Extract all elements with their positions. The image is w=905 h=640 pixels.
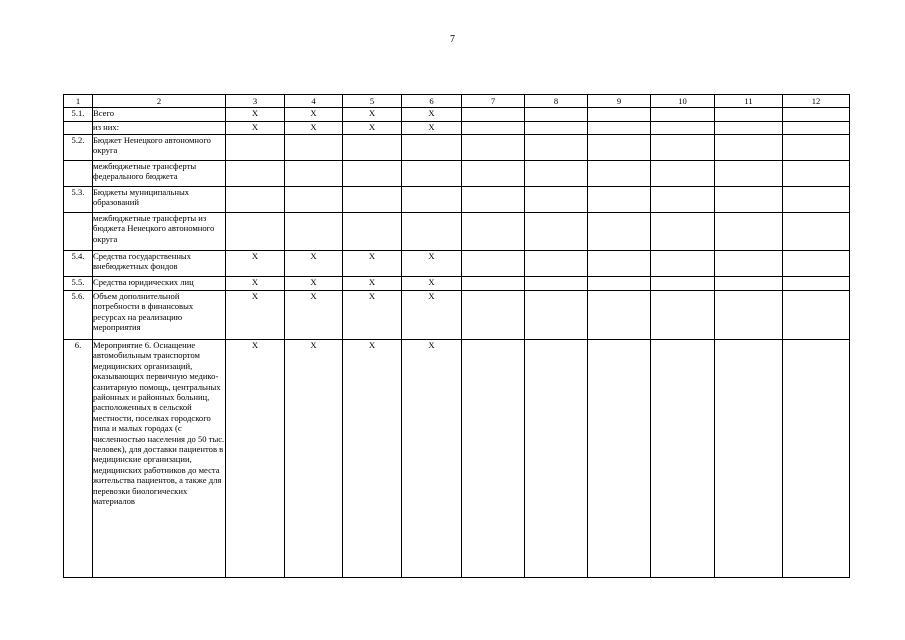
row-number: 6. — [64, 340, 93, 578]
cell-mark: X — [226, 251, 285, 277]
cell-empty — [525, 340, 588, 578]
cell-empty — [525, 135, 588, 161]
cell-empty — [783, 277, 850, 291]
cell-empty — [715, 161, 783, 187]
cell-mark — [226, 213, 285, 251]
row-number: 5.2. — [64, 135, 93, 161]
cell-empty — [715, 251, 783, 277]
cell-mark — [402, 187, 462, 213]
cell-mark: X — [402, 340, 462, 578]
cell-empty — [588, 108, 651, 122]
cell-mark — [226, 135, 285, 161]
cell-mark: X — [226, 277, 285, 291]
cell-mark — [343, 161, 402, 187]
row-number: 5.3. — [64, 187, 93, 213]
table-row — [64, 213, 850, 251]
column-header: 8 — [525, 95, 588, 108]
cell-empty — [462, 277, 525, 291]
cell-empty — [462, 187, 525, 213]
cell-mark: X — [226, 108, 285, 122]
table-row — [64, 122, 850, 135]
cell-empty — [651, 277, 715, 291]
row-number: 5.1. — [64, 108, 93, 122]
cell-empty — [651, 108, 715, 122]
cell-mark: X — [285, 122, 343, 135]
cell-mark — [402, 135, 462, 161]
cell-mark — [226, 161, 285, 187]
cell-mark: X — [226, 291, 285, 340]
column-header: 12 — [783, 95, 850, 108]
cell-empty — [783, 213, 850, 251]
row-name: Бюджеты муниципальных образований — [93, 187, 226, 213]
cell-empty — [783, 291, 850, 340]
cell-mark — [285, 187, 343, 213]
cell-empty — [651, 135, 715, 161]
cell-empty — [588, 291, 651, 340]
row-number — [64, 213, 93, 251]
cell-empty — [462, 135, 525, 161]
cell-empty — [588, 122, 651, 135]
cell-empty — [715, 291, 783, 340]
row-number — [64, 161, 93, 187]
cell-empty — [715, 187, 783, 213]
table-row — [64, 251, 850, 277]
cell-empty — [525, 108, 588, 122]
cell-mark — [226, 187, 285, 213]
cell-empty — [783, 251, 850, 277]
column-header: 4 — [285, 95, 343, 108]
table-row — [64, 291, 850, 340]
table-row — [64, 340, 850, 578]
cell-mark — [343, 135, 402, 161]
cell-mark: X — [343, 108, 402, 122]
cell-empty — [462, 161, 525, 187]
row-name: Объем дополнительной потребности в финансовых ресурсах на реализацию мероприятия — [93, 291, 226, 340]
cell-mark — [343, 213, 402, 251]
cell-empty — [525, 161, 588, 187]
column-header: 10 — [651, 95, 715, 108]
cell-mark — [402, 161, 462, 187]
cell-empty — [588, 161, 651, 187]
cell-mark: X — [343, 277, 402, 291]
cell-mark — [285, 161, 343, 187]
cell-empty — [783, 340, 850, 578]
cell-mark: X — [343, 291, 402, 340]
table-row — [64, 108, 850, 122]
cell-mark: X — [402, 108, 462, 122]
cell-empty — [651, 340, 715, 578]
cell-empty — [783, 122, 850, 135]
cell-empty — [525, 122, 588, 135]
cell-empty — [651, 161, 715, 187]
cell-empty — [783, 161, 850, 187]
cell-empty — [715, 277, 783, 291]
cell-mark: X — [285, 251, 343, 277]
table-row — [64, 187, 850, 213]
cell-mark: X — [402, 122, 462, 135]
cell-mark: X — [285, 340, 343, 578]
cell-mark: X — [285, 277, 343, 291]
cell-empty — [588, 135, 651, 161]
cell-empty — [715, 108, 783, 122]
cell-empty — [588, 187, 651, 213]
row-name: межбюджетные трансферты из бюджета Ненецкого автономного округа — [93, 213, 226, 251]
cell-empty — [783, 135, 850, 161]
cell-mark: X — [343, 122, 402, 135]
row-name: Мероприятие 6. Оснащение автомобильным транспортом медицинских организаций, оказывающих первичную медико-санитарную помощь, центральных районных и районных больниц, расположенных в сельской местности, поселках городского типа и малых городах (с численностью населения до 50 тыс. человек), для доставки пациентов в медицинские организации, медицинских работников до места жительства пациентов, а также для перевозки биологических материалов — [93, 340, 226, 578]
cell-mark: X — [402, 277, 462, 291]
cell-empty — [783, 108, 850, 122]
column-header: 6 — [402, 95, 462, 108]
row-number — [64, 122, 93, 135]
page-number: 7 — [450, 34, 455, 45]
cell-mark: X — [402, 291, 462, 340]
row-name: межбюджетные трансферты федерального бюджета — [93, 161, 226, 187]
cell-mark: X — [226, 122, 285, 135]
cell-empty — [462, 291, 525, 340]
cell-empty — [715, 122, 783, 135]
column-header: 7 — [462, 95, 525, 108]
column-header: 3 — [226, 95, 285, 108]
cell-empty — [525, 291, 588, 340]
cell-empty — [525, 187, 588, 213]
column-header: 1 — [64, 95, 93, 108]
cell-empty — [651, 251, 715, 277]
cell-empty — [588, 213, 651, 251]
cell-empty — [588, 340, 651, 578]
row-name: Средства юридических лиц — [93, 277, 226, 291]
cell-empty — [462, 108, 525, 122]
cell-empty — [588, 277, 651, 291]
cell-empty — [783, 187, 850, 213]
cell-empty — [588, 251, 651, 277]
cell-mark: X — [285, 108, 343, 122]
table-row — [64, 161, 850, 187]
cell-empty — [525, 251, 588, 277]
cell-mark — [343, 187, 402, 213]
cell-empty — [715, 135, 783, 161]
row-name: из них: — [93, 122, 226, 135]
cell-empty — [651, 291, 715, 340]
cell-empty — [651, 187, 715, 213]
cell-mark — [285, 213, 343, 251]
table-row — [64, 277, 850, 291]
cell-mark: X — [285, 291, 343, 340]
cell-mark: X — [226, 340, 285, 578]
cell-mark — [402, 213, 462, 251]
cell-empty — [462, 122, 525, 135]
row-name: Средства государственных внебюджетных фондов — [93, 251, 226, 277]
cell-mark — [285, 135, 343, 161]
cell-empty — [651, 213, 715, 251]
cell-empty — [525, 277, 588, 291]
cell-mark: X — [343, 251, 402, 277]
column-header: 9 — [588, 95, 651, 108]
table-row — [64, 135, 850, 161]
cell-empty — [715, 213, 783, 251]
cell-empty — [651, 122, 715, 135]
row-name: Всего — [93, 108, 226, 122]
column-header: 2 — [93, 95, 226, 108]
program-table — [63, 94, 850, 578]
cell-mark: X — [402, 251, 462, 277]
cell-empty — [462, 251, 525, 277]
cell-mark: X — [343, 340, 402, 578]
cell-empty — [462, 340, 525, 578]
column-header: 11 — [715, 95, 783, 108]
cell-empty — [715, 340, 783, 578]
row-number: 5.5. — [64, 277, 93, 291]
row-name: Бюджет Ненецкого автономного округа — [93, 135, 226, 161]
cell-empty — [462, 213, 525, 251]
row-number: 5.4. — [64, 251, 93, 277]
header-row — [64, 95, 850, 108]
column-header: 5 — [343, 95, 402, 108]
cell-empty — [525, 213, 588, 251]
row-number: 5.6. — [64, 291, 93, 340]
